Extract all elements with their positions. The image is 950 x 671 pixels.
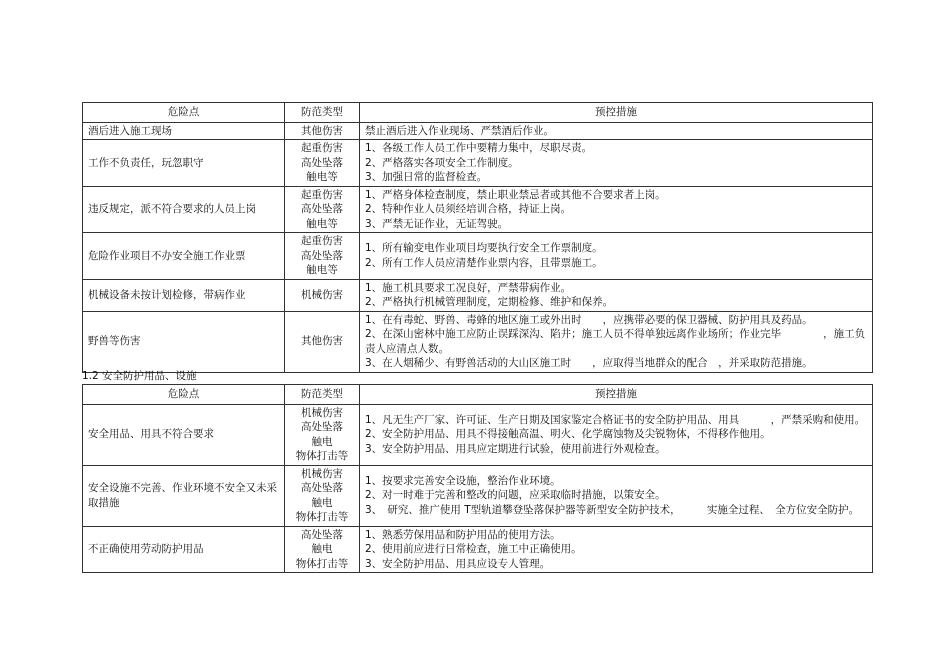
measure-line: 3、安全防护用品、用具应设专人管理。 [365, 557, 551, 570]
table-row [83, 122, 873, 140]
hazard-cell: 野兽等伤害 [83, 311, 285, 372]
header-type: 防范类型 [285, 103, 360, 123]
measure-line: 2、在深山密林中施工应防止误踩深沟、陷井；施工人员不得单独远离作业场所；作业完毕 ，施工负责人应清点人数。 [365, 328, 866, 355]
measure-line: 1、熟悉劳保用品和防护用品的使用方法。 [365, 528, 561, 541]
type-cell [285, 465, 360, 526]
type-line: 高处坠落 [301, 528, 343, 541]
type-cell [285, 526, 360, 573]
measures-cell [360, 140, 873, 187]
table-row [83, 526, 873, 573]
table-row [83, 465, 873, 526]
type-cell [285, 186, 360, 233]
type-line: 物体打击等 [295, 557, 349, 570]
type-line: 触电等 [306, 264, 338, 276]
measure-line: 1、各级工作人员工作中要精力集中，尽职尽责。 [365, 142, 593, 154]
type-line: 物体打击等 [295, 511, 349, 523]
header-measures: 预控措施 [360, 103, 873, 123]
measures-cell [360, 122, 873, 140]
type-cell [285, 140, 360, 187]
type-cell [285, 404, 360, 465]
type-line: 其他伤害 [301, 335, 343, 348]
hazard-cell: 机械设备未按计划检修，带病作业 [83, 279, 285, 311]
hazard-cell: 不正确使用劳动防护用品 [83, 526, 285, 573]
type-line: 其他伤害 [301, 124, 343, 137]
type-cell [285, 311, 360, 372]
type-cell [285, 279, 360, 311]
type-line: 物体打击等 [295, 450, 349, 462]
measures-cell [360, 311, 873, 372]
hazard-cell: 工作不负责任，玩忽职守 [83, 140, 285, 187]
table-row [83, 140, 873, 187]
type-line: 机械伤害 [301, 467, 343, 480]
type-line: 高处坠落 [301, 421, 343, 433]
header-hazard: 危险点 [83, 385, 285, 405]
type-line: 高处坠落 [301, 249, 343, 262]
section-title: 1.2 安全防护用品、设施 [82, 370, 197, 382]
hazard-table-2 [82, 384, 873, 573]
measure-line: 2、严格执行机械管理制度，定期检修、维护和保养。 [365, 296, 614, 308]
measure-line: 1、所有输变电作业项目均要执行安全工作票制度。 [365, 242, 603, 255]
table-header-row [83, 103, 873, 123]
table-row [83, 186, 873, 233]
type-line: 触电 [311, 496, 333, 509]
hazard-cell: 危险作业项目不办安全施工作业票 [83, 233, 285, 280]
table-row [83, 404, 873, 465]
measure-line: 3、 研究、推广使用 T型轨道攀登坠落保护器等新型安全防护技术， 实施全过程、 全方位安全防护。 [365, 503, 860, 516]
type-line: 机械伤害 [301, 288, 343, 301]
type-line: 高处坠落 [301, 156, 343, 169]
measure-line: 1、凡无生产厂家、许可证、生产日期及国家鉴定合格证书的安全防护用品、用具 ，严禁采购和使用。 [365, 413, 866, 426]
table-row [83, 279, 873, 311]
type-cell [285, 122, 360, 140]
measure-line: 3、安全防护用品、用具应定期进行试验，使用前进行外观检查。 [365, 442, 666, 455]
table-row [83, 233, 873, 280]
measure-line: 1、施工机具要求工况良好，严禁带病作业。 [365, 281, 572, 294]
measure-line: 1、严格身体检查制度，禁止职业禁忌者或其他不合要求者上岗。 [365, 188, 666, 201]
measure-line: 2、安全防护用品、用具不得接触高温、明火、化学腐蚀物及尖锐物体，不得移作他用。 [365, 428, 771, 441]
table-header-row [83, 385, 873, 405]
measures-cell [360, 526, 873, 573]
type-line: 高处坠落 [301, 203, 343, 215]
type-line: 触电等 [306, 171, 338, 183]
type-cell [285, 233, 360, 280]
measures-cell [360, 404, 873, 465]
measure-line: 2、严格落实各项安全工作制度。 [365, 156, 519, 169]
measure-line: 2、对一时难于完善和整改的问题，应采取临时措施，以策安全。 [365, 489, 666, 502]
hazard-table-2-body [83, 385, 873, 573]
hazard-table-1-body [83, 103, 873, 373]
hazard-cell: 安全设施不完善、作业环境不安全又未采取措施 [83, 465, 285, 526]
hazard-table-1 [82, 102, 873, 373]
type-line: 起重伤害 [301, 142, 343, 154]
header-hazard: 危险点 [83, 103, 285, 123]
header-measures: 预控措施 [360, 385, 873, 405]
measure-line: 2、使用前应进行日常检查，施工中正确使用。 [365, 543, 582, 555]
type-line: 触电等 [306, 217, 338, 230]
hazard-cell: 安全用品、用具不符合要求 [83, 404, 285, 465]
measure-line: 3、在人烟稀少、有野兽活动的大山区施工时 ，应取得当地群众的配合 ，并采取防范措施。 [365, 357, 813, 369]
hazard-cell: 违反规定，派不符合要求的人员上岗 [83, 186, 285, 233]
type-line: 高处坠落 [301, 482, 343, 494]
type-line: 触电 [311, 543, 333, 555]
measure-line: 3、严禁无证作业，无证驾驶。 [365, 217, 509, 230]
measures-cell [360, 465, 873, 526]
type-line: 起重伤害 [301, 235, 343, 247]
measure-line: 1、在有毒蛇、野兽、毒蜂的地区施工或外出时 ，应携带必要的保卫器械、防护用具及药品。 [365, 313, 813, 326]
type-line: 起重伤害 [301, 188, 343, 201]
header-type: 防范类型 [285, 385, 360, 405]
hazard-cell: 酒后进入施工现场 [83, 122, 285, 140]
measures-cell [360, 233, 873, 280]
table-row [83, 311, 873, 372]
measures-cell [360, 186, 873, 233]
measure-line: 2、特种作业人员须经培训合格，持证上岗。 [365, 203, 572, 215]
type-line: 触电 [311, 435, 333, 448]
type-line: 机械伤害 [301, 406, 343, 419]
measure-line: 3、加强日常的监督检查。 [365, 171, 488, 183]
measure-line: 1、按要求完善安全设施，整治作业环境。 [365, 474, 561, 487]
measure-line: 2、所有工作人员应清楚作业票内容，且带票施工。 [365, 256, 603, 269]
measure-line: 禁止酒后进入作业现场、严禁酒后作业。 [365, 124, 554, 137]
measures-cell [360, 279, 873, 311]
